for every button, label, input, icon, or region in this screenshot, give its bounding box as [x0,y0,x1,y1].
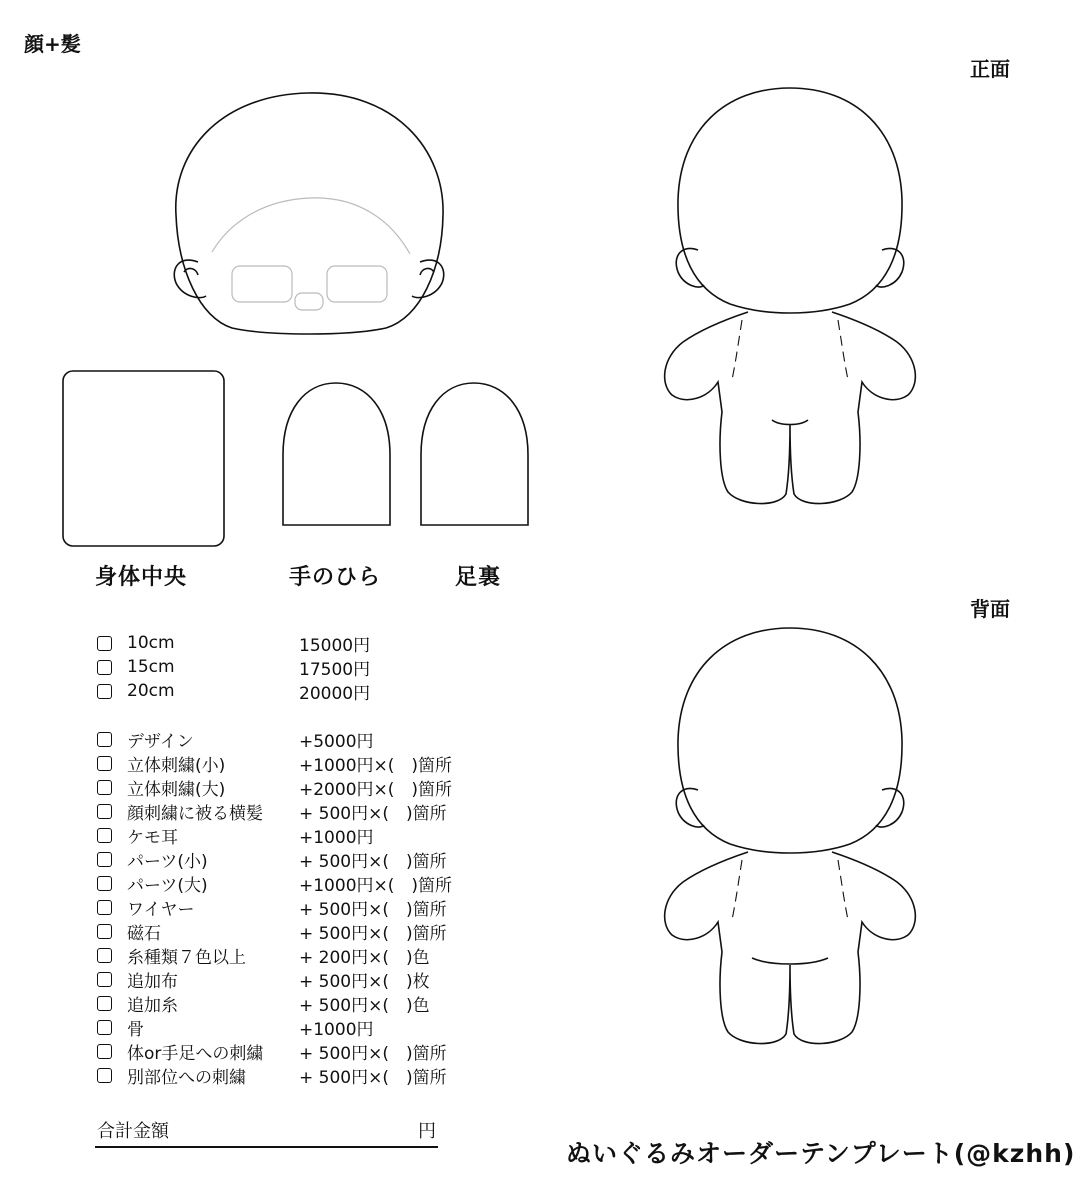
body-center-label: 身体中央 [95,565,188,590]
sole-label: 足裏 [455,565,502,590]
palm-label: 手のひら [289,565,382,590]
checkbox[interactable] [97,756,112,771]
checkbox[interactable] [97,852,112,867]
checkbox[interactable] [97,804,112,819]
total-label: 合計金額 [97,1121,169,1142]
option-item[interactable]: ワイヤー + 500円×( )箇所 [97,896,195,918]
total-unit: 円 [418,1121,436,1142]
checkbox[interactable] [97,972,112,987]
checkbox[interactable] [97,780,112,795]
template-credit: ぬいぐるみオーダーテンプレート(@kzhh) [566,1139,1076,1168]
checkbox[interactable] [97,1068,112,1083]
checkbox[interactable] [97,948,112,963]
option-item[interactable]: 体or手足への刺繍 + 500円×( )箇所 [97,1040,263,1062]
option-item[interactable]: パーツ(大) +1000円×( )箇所 [97,872,208,894]
option-item[interactable]: 追加布 + 500円×( )枚 [97,968,178,990]
back-label: 背面 [970,597,1010,621]
size-option-15cm[interactable]: 15cm 17500円 [97,656,175,678]
option-item[interactable]: 追加糸 + 500円×( )色 [97,992,178,1014]
option-item[interactable]: 立体刺繍(大) +2000円×( )箇所 [97,776,225,798]
option-item[interactable]: 別部位への刺繍 + 500円×( )箇所 [97,1064,246,1086]
size-option-10cm[interactable]: 10cm 15000円 [97,632,175,654]
checkbox[interactable] [97,660,112,675]
option-item[interactable]: パーツ(小) + 500円×( )箇所 [97,848,208,870]
option-item[interactable]: ケモ耳 +1000円 [97,824,178,846]
size-option-20cm[interactable]: 20cm 20000円 [97,680,175,702]
option-item[interactable]: デザイン +5000円 [97,728,194,750]
option-item[interactable]: 糸種類７色以上 + 200円×( )色 [97,944,246,966]
checkbox[interactable] [97,732,112,747]
checkbox[interactable] [97,1044,112,1059]
option-item[interactable]: 磁石 + 500円×( )箇所 [97,920,161,942]
option-item[interactable]: 顔刺繍に被る横髪 + 500円×( )箇所 [97,800,263,822]
checkbox[interactable] [97,876,112,891]
checkbox[interactable] [97,900,112,915]
checkbox[interactable] [97,684,112,699]
option-item[interactable]: 立体刺繍(小) +1000円×( )箇所 [97,752,225,774]
checkbox[interactable] [97,1020,112,1035]
checkbox[interactable] [97,996,112,1011]
checkbox[interactable] [97,636,112,651]
face-hair-label: 顔+髪 [24,32,81,56]
checkbox[interactable] [97,924,112,939]
checkbox[interactable] [97,828,112,843]
total-underline [95,1146,438,1148]
option-item[interactable]: 骨 +1000円 [97,1016,144,1038]
front-label: 正面 [970,57,1010,81]
